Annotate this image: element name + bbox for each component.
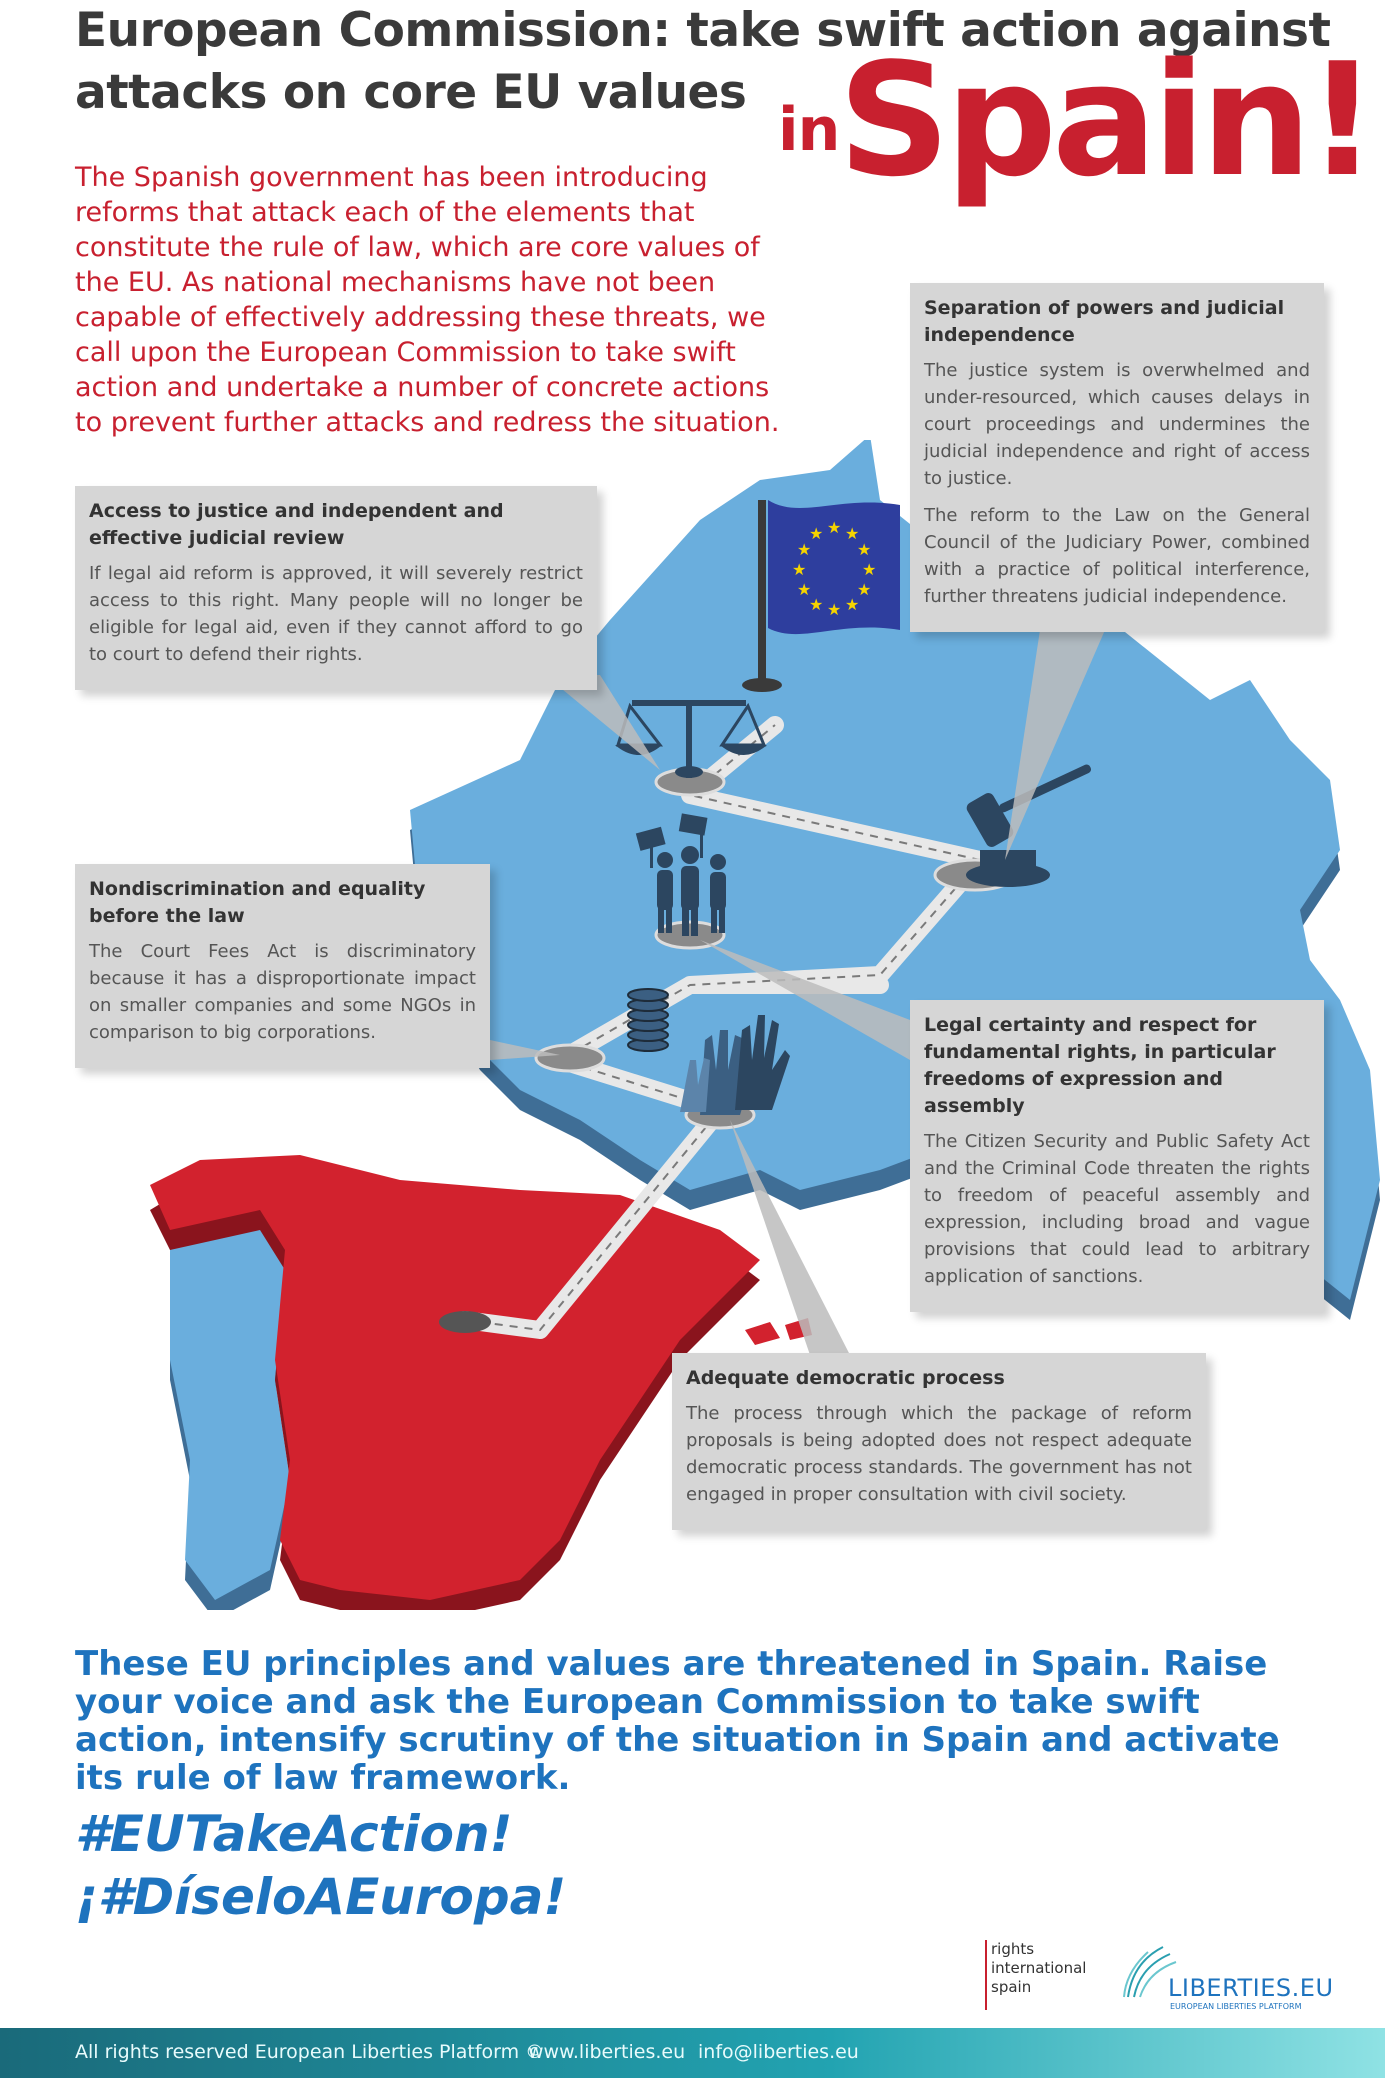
svg-text:★: ★ [827,600,842,619]
call-to-action: These EU principles and values are threatened in Spain. Raise your voice and ask the European Commission to take swift action, intensify scrutiny of the situation in Spain and activate its rule of law framework. [75,1644,1280,1798]
svg-text:★: ★ [827,518,842,537]
svg-text:★: ★ [845,595,860,614]
liberties-eu-logo[interactable] [1118,1942,1338,2017]
hashtag-eutakeaction[interactable]: #EUTakeAction! [75,1805,513,1863]
access-to-justice-box [75,486,597,690]
legal-certainty-text: The Citizen Security and Public Safety Act and the Criminal Code threaten the rights to freedom of peaceful assembly and expression, including broad and vague provisions that could lead to arbitrary application of sanctions. [924,1131,1310,1287]
svg-text:★: ★ [792,560,807,579]
footer-bar [0,2028,1385,2078]
ris-logo-line-1: rights [991,1940,1035,1958]
liberties-eu-subtitle: EUROPEAN LIBERTIES PLATFORM [1170,2002,1302,2011]
separation-of-powers-text-1: The justice system is overwhelmed and under-resourced, which causes delays in court proceedings and undermines the judicial independence and right of access to justice. [924,360,1310,489]
democratic-process-text: The process through which the package of reform proposals is being adopted does not respect adequate democratic process standards. The government has not engaged in proper consultation with civil society. [686,1403,1192,1505]
spain-headline: Spain! [838,29,1373,211]
footer-email-link[interactable]: info@liberties.eu [698,2041,859,2063]
svg-text:★: ★ [809,524,824,543]
title-line-2: attacks on core EU values [75,65,747,120]
svg-text:★: ★ [797,580,812,599]
footer-website-link[interactable]: www.liberties.eu [528,2041,686,2063]
democratic-process-box [672,1353,1206,1530]
separation-of-powers-title: Separation of powers and judicial independence [924,297,1285,346]
title-line-1: European Commission: take swift action against [75,3,1331,58]
separation-of-powers-box [910,283,1324,632]
ris-logo-line-3: spain [991,1978,1032,1996]
stop-base-money [536,1045,604,1071]
hashtag-diseloaeuropa[interactable]: ¡#DíseloAEuropa! [75,1868,567,1926]
portugal [170,1210,290,1600]
democratic-process-title: Adequate democratic process [686,1367,1005,1389]
intro-text: The Spanish government has been introducing reforms that attack each of the elements that constitute the rule of law, which are core values of the EU. As national mechanisms have not been capable of effectively addressing these threats, we call upon the European Commission to take swift action and undertake a number of concrete actions to prevent further attacks and redress the situation. [75,162,780,438]
legal-certainty-title: Legal certainty and respect for fundamental rights, in particular freedoms of expression and assembly [924,1014,1276,1117]
access-to-justice-title: Access to justice and independent and effective judicial review [89,500,504,549]
footer-rights: All rights reserved European Liberties Platform © [75,2041,545,2063]
nondiscrimination-title: Nondiscrimination and equality before the law [89,878,426,927]
spain-in-label: in [778,95,840,165]
svg-text:★: ★ [797,540,812,559]
liberties-eu-wordmark: LIBERTIES.EU [1168,1974,1334,2002]
svg-text:★: ★ [845,524,860,543]
svg-text:★: ★ [809,595,824,614]
nondiscrimination-box [75,864,490,1068]
access-to-justice-text: If legal aid reform is approved, it will severely restrict access to this right. Many people will no longer be eligible for legal aid, even if they cannot afford to go to court to defend their rights. [89,563,583,665]
nondiscrimination-text: The Court Fees Act is discriminatory because it has a disproportionate impact on smaller companies and some NGOs in comparison to big corporations. [89,941,476,1043]
madrid-marker [439,1311,491,1333]
svg-text:★: ★ [857,540,872,559]
svg-text:★: ★ [862,560,877,579]
ris-logo-line-2: international [991,1959,1087,1977]
rights-international-spain-logo[interactable] [985,1940,1097,2010]
separation-of-powers-text-2: The reform to the Law on the General Council of the Judiciary Power, combined with a practice of political interference, further threatens judicial independence. [924,505,1310,607]
legal-certainty-box [910,1000,1324,1312]
svg-text:★: ★ [857,580,872,599]
